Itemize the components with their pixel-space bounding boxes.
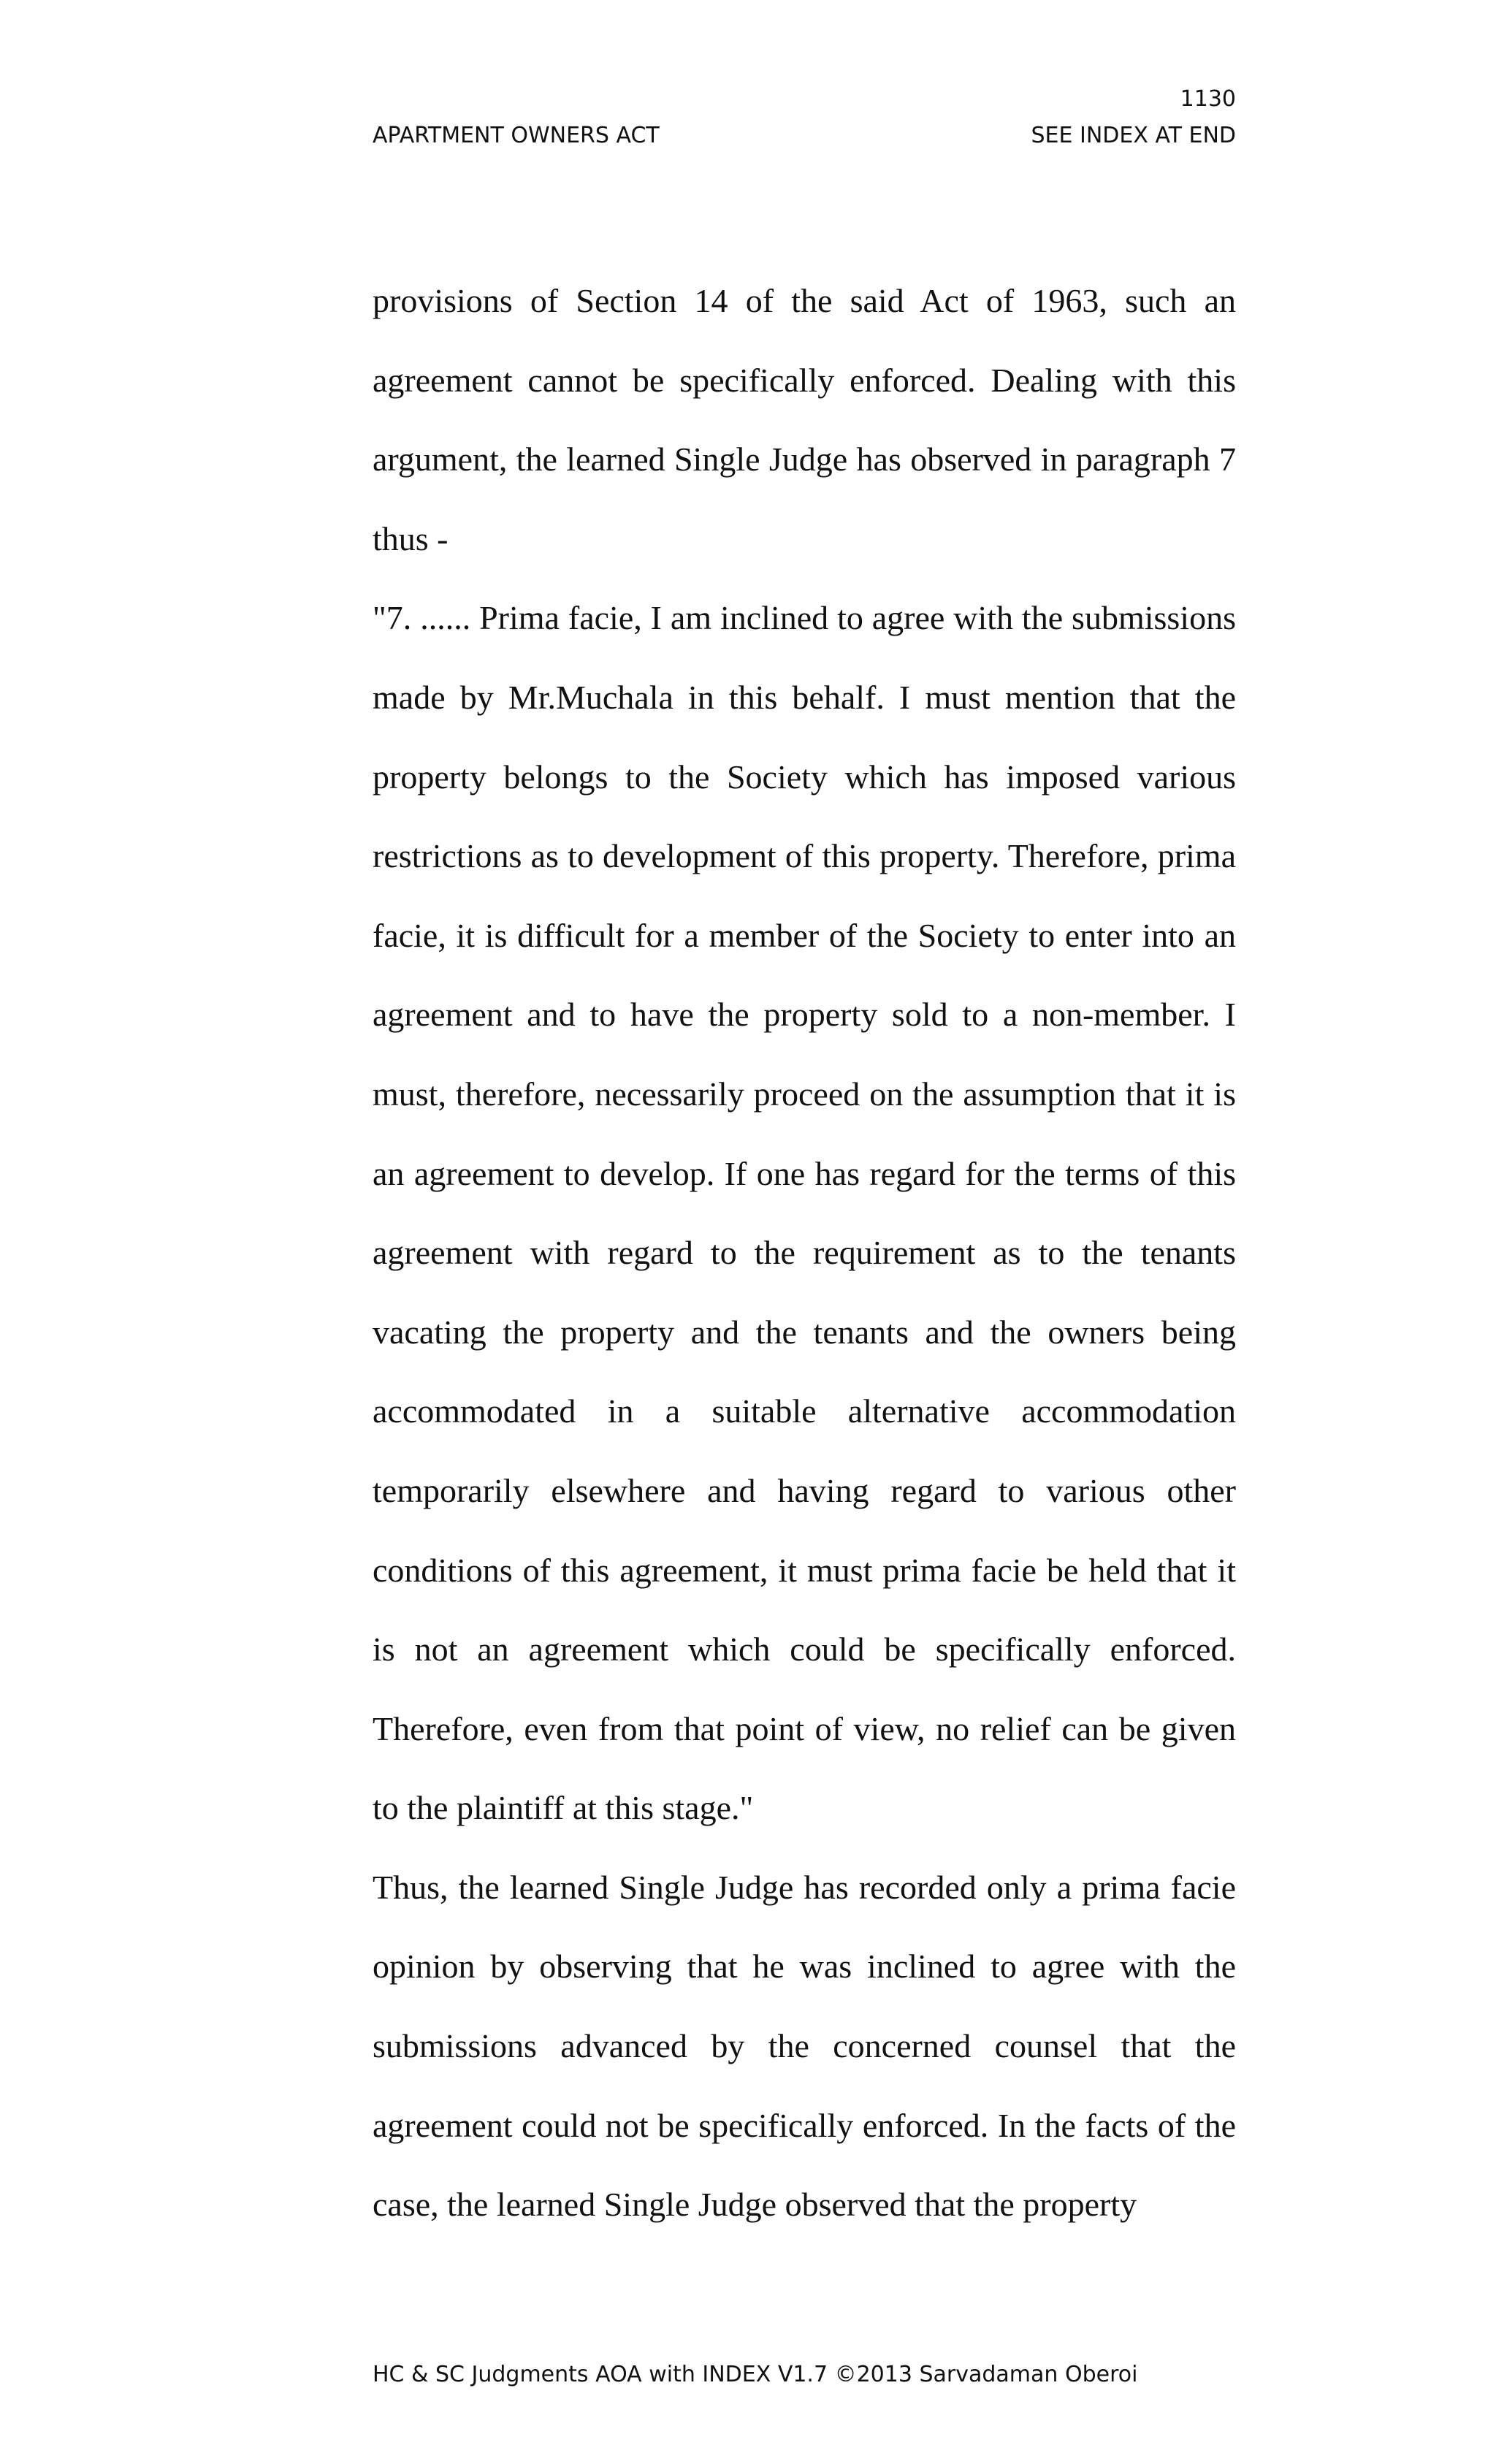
paragraph-1: provisions of Section 14 of the said Act of 1963, such an agreement cannot be specifically enforced. Dealing with this argument, the learned Single Judge has observed in paragraph 7 thus - <box>373 282 1236 557</box>
paragraph-3: Thus, the learned Single Judge has recorded only a prima facie opinion by observing that he was inclined to agree with the submissions advanced by the concerned counsel that the agreement could not be specifically enforced. In the facts of the case, the learned Single Judge observed that the property <box>373 1868 1236 2224</box>
running-header-title: APARTMENT OWNERS ACT <box>373 123 660 148</box>
running-header-index-note: SEE INDEX AT END <box>1031 123 1236 148</box>
judgment-body <box>373 262 1236 2245</box>
paragraph-2-quotation: "7. ...... Prima facie, I am inclined to agree with the submissions made by Mr.Muchala in this behalf. I must mention that the property belongs to the Society which has imposed various restrictions as to development of this property. Therefore, prima facie, it is difficult for a member of the Society to enter into an agreement and to have the property sold to a non-member. I must, therefore, necessarily proceed on the assumption that it is an agreement to develop. If one has regard for the terms of this agreement with regard to the requirement as to the tenants vacating the property and the tenants and the owners being accommodated in a suitable alternative accommodation temporarily elsewhere and having regard to various other conditions of this agreement, it must prima facie be held that it is not an agreement which could be specifically enforced. Therefore, even from that point of view, no relief can be given to the plaintiff at this stage." <box>373 599 1236 1827</box>
page-number: 1130 <box>1180 86 1236 112</box>
footer-copyright: HC & SC Judgments AOA with INDEX V1.7 ©2013 Sarvadaman Oberoi <box>373 2362 1138 2387</box>
